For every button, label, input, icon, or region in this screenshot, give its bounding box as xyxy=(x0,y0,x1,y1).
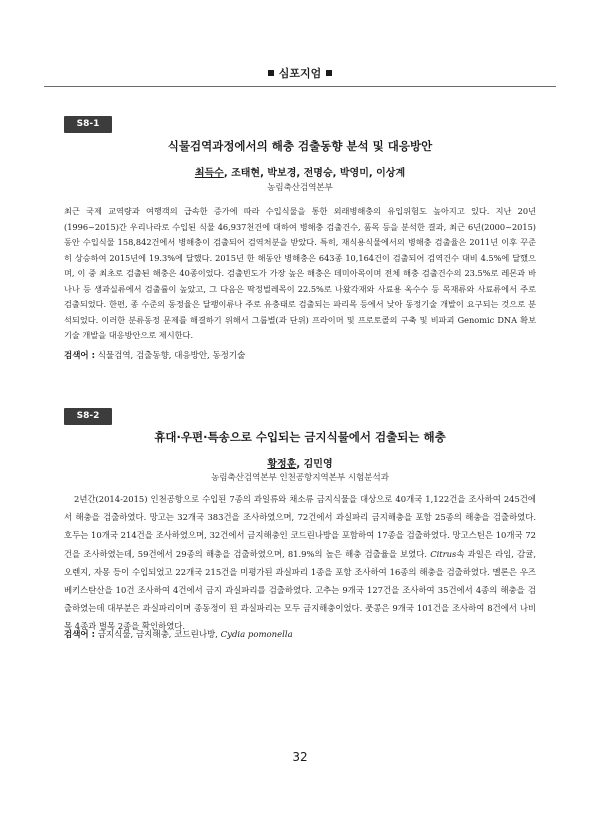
co-authors: , 김민영 xyxy=(296,459,333,470)
affiliation: 농림축산검역본부 xyxy=(267,183,333,193)
keywords-line xyxy=(64,349,536,361)
keywords-text: 식물검역, 검출동향, 대응방안, 동정기술 xyxy=(95,351,246,361)
author-list xyxy=(64,164,536,179)
author-list xyxy=(64,455,536,470)
presenting-author: 최득수 xyxy=(194,168,224,179)
abstract-id-badge: S8-2 xyxy=(64,408,112,425)
abstract-title: 식물검역과정에서의 해충 검출동향 분석 및 대응방안 xyxy=(167,139,433,153)
abstract-title: 휴대·우편·특송으로 수입되는 금지식물에서 검출되는 해충 xyxy=(154,430,446,444)
keywords-line xyxy=(64,628,536,640)
abstract-text-part: 2년간(2014-2015) 인천공항으로 수입된 7종의 과일류와 채소류 금지식물을 대상으로 40개국 1,122건을 조사하여 245건에서 해충을 검출하였다. 망고는 32개국 383건을 조사하였으며, 72건에서 과실파리 금지해충을 포함 25종의 해충을 검출하였다. 호두는 10개국 214건을 조사하였으며, 32건에서 금지해충인 코드린나방을 포함하여 17종을 검출하였다. 망고스틴은 10개국 72건을 조사하였는데, 59건에서 29종의 해충을 검출하였으며, 81.9%의 높은 해충 검출율을 보였다. xyxy=(64,494,536,559)
keywords-label: 검색어 : xyxy=(64,351,95,361)
abstract-italic-term: Citrus xyxy=(430,548,457,559)
page-number: 32 xyxy=(292,750,308,764)
abstract-body: 최근 국제 교역량과 여행객의 급속한 증가에 따라 수입식물을 통한 외래병해충의 유입위험도 높아지고 있다. 지난 20년(1996~2015)간 우리나라로 수입된 식물 46,937천건에 대하여 병해충 검출건수, 품목 등을 분석한 결과, 최근 6년(2000~2015) 동안 수입식물 158,842건에서 병해충이 검출되어 검역처분을 받았다. 특히, 재식용식물에서의 병해충 검출율은 2011년 이후 꾸준히 상승하여 2015년에 19.3%에 달했다. 2015년 한 해동안 병해충은 643종 10,164건이 검출되어 검역건수 대비 4.5%에 달했으며, 이 중 최초로 검출된 해충은 40종이었다. 검출빈도가 가장 높은 해충은 데미아목이며 전체 해충 검출건수의 23.5%로 레몬과 바나나 등 생과실류에서 검출률이 높았고, 그 다음은 딱정벌레목이 22.5%로 나왔각재와 사료용 옥수수 등 목재류와 사료류에서 주로 검출되었다. 한편, 종 수준의 동정율은 달팽이류나 주로 유충태로 검출되는 파리목 등에서 낮아 동정기술 개발이 요구되는 것으로 분석되었다. 이러한 분류동정 문제를 해결하기 위해서 그룹별(과 단위) 프라이머 및 프로토콜의 구축 및 비파괴 Genomic DNA 확보 기술 개발을 대응방안으로 제시한다. xyxy=(64,206,536,340)
running-header xyxy=(0,65,600,81)
abstract-text-part: 속 과일은 라임, 감귤, 오렌지, 자몽 등이 수입되었고 22개국 215건을 미평가된 과실파리 1종을 포함 조사하여 16종의 해충을 검출하였다. 멜론은 우즈베키스탄산을 10건 조사하여 4건에서 금지 과실파리를 검출하였다. 고추는 9개국 127건을 조사하여 35건에서 4종의 해충을 검출하였는데 대부분은 과실파리이며 종동정이 된 과실파리는 모두 금지해충이었다. 풋콩은 9개국 101건을 조사하여 8건에서 나비목 4종과 벌목 2종을 확인하였다. xyxy=(64,548,536,632)
keywords-label: 검색어 : xyxy=(64,630,95,640)
square-bullet-icon xyxy=(326,70,332,76)
header-rule xyxy=(44,86,556,87)
presenting-author: 황정훈 xyxy=(267,459,297,470)
square-bullet-icon xyxy=(268,70,274,76)
co-authors: , 조태현, 박보경, 전명승, 박영미, 이상계 xyxy=(223,168,406,179)
affiliation: 농림축산검역본부 인천공항지역본부 시험분석과 xyxy=(211,473,389,483)
abstract-id-badge: S8-1 xyxy=(64,116,112,133)
abstract-body xyxy=(64,490,536,636)
keywords-text: 금지식물, 금지해충, 코드린나방, xyxy=(95,630,221,640)
keywords-italic-term: Cydia pomonella xyxy=(220,630,293,640)
section-title: 심포지엄 xyxy=(278,67,322,80)
